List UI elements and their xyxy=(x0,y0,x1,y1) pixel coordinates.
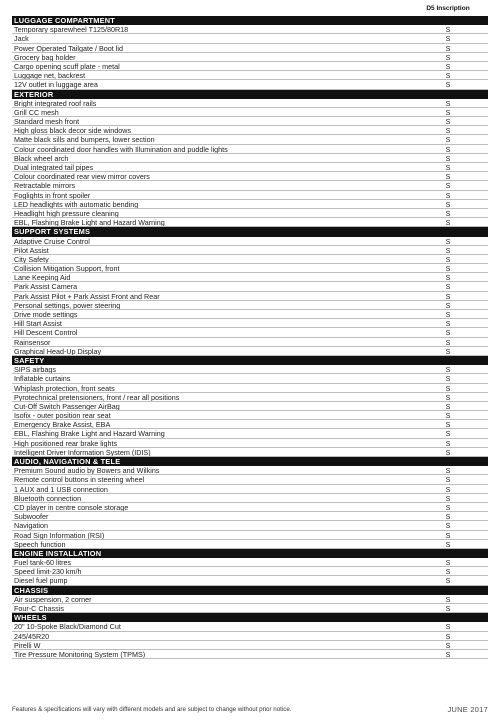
table-row xyxy=(12,622,488,631)
availability-value: S xyxy=(445,567,451,577)
table-row xyxy=(12,319,488,328)
availability-value: S xyxy=(445,649,451,659)
section-header: SAFETY xyxy=(12,356,488,365)
table-row xyxy=(12,466,488,475)
feature-label: Lane Keeping Aid xyxy=(14,273,71,282)
table-row xyxy=(12,475,488,484)
availability-value: S xyxy=(445,521,451,531)
availability-value: S xyxy=(445,558,451,568)
availability-value: S xyxy=(445,264,451,274)
availability-value: S xyxy=(445,273,451,283)
table-row xyxy=(12,292,488,301)
table-row xyxy=(12,135,488,144)
table-row xyxy=(12,494,488,503)
table-row xyxy=(12,512,488,521)
feature-label: High positioned rear brake lights xyxy=(14,438,118,447)
availability-value: S xyxy=(445,98,451,108)
table-row xyxy=(12,181,488,190)
table-row xyxy=(12,347,488,356)
feature-label: Grocery bag holder xyxy=(14,52,76,61)
feature-label: Dual integrated tail pipes xyxy=(14,163,94,172)
feature-label: Standard mesh front xyxy=(14,117,80,126)
table-row xyxy=(12,172,488,181)
availability-value: S xyxy=(445,254,451,264)
table-row xyxy=(12,604,488,613)
availability-value: S xyxy=(445,631,451,641)
availability-value: S xyxy=(445,245,451,255)
feature-label: Graphical Head-Up Display xyxy=(14,346,102,355)
feature-label: Premium Sound audio by Bowers and Wilkins xyxy=(14,466,160,475)
table-row xyxy=(12,237,488,246)
section-header: LUGGAGE COMPARTMENT xyxy=(12,16,488,25)
availability-value: S xyxy=(445,126,451,136)
availability-value: S xyxy=(445,181,451,191)
availability-value: S xyxy=(445,429,451,439)
column-header xyxy=(12,4,488,16)
feature-label: Grill CC mesh xyxy=(14,107,59,117)
table-row xyxy=(12,411,488,420)
table-row xyxy=(12,126,488,135)
feature-label: Matte black sills and bumpers, lower section xyxy=(14,135,155,144)
feature-label: Bright integrated roof rails xyxy=(14,98,97,107)
availability-value: S xyxy=(445,365,451,375)
availability-value: S xyxy=(445,466,451,476)
feature-label: Air suspension, 2 corner xyxy=(14,594,92,603)
feature-label: Hill Start Assist xyxy=(14,319,62,328)
table-row xyxy=(12,200,488,209)
availability-value: S xyxy=(445,300,451,310)
availability-value: S xyxy=(445,337,451,347)
availability-value: S xyxy=(445,43,451,53)
table-row xyxy=(12,558,488,567)
availability-value: S xyxy=(445,208,451,218)
model-column-label: D5 Inscription xyxy=(426,5,470,12)
feature-label: Cut-Off Switch Passenger AirBag xyxy=(14,401,120,411)
table-row xyxy=(12,209,488,218)
availability-value: S xyxy=(445,392,451,402)
availability-value: S xyxy=(445,346,451,356)
feature-label: Four-C Chassis xyxy=(14,604,64,613)
feature-label: Collision Mitigation Support, front xyxy=(14,264,120,273)
table-row xyxy=(12,632,488,641)
section-header: EXTERIOR xyxy=(12,90,488,99)
spec-table xyxy=(12,16,488,659)
table-row xyxy=(12,282,488,291)
table-row xyxy=(12,521,488,530)
table-row xyxy=(12,301,488,310)
table-row xyxy=(12,163,488,172)
table-row xyxy=(12,650,488,659)
availability-value: S xyxy=(445,640,451,650)
table-row xyxy=(12,255,488,264)
availability-value: S xyxy=(445,61,451,71)
publication-date: JUNE 2017 xyxy=(447,704,488,714)
availability-value: S xyxy=(445,25,451,35)
feature-label: Colour coordinated door handles with Illumination and puddle lights xyxy=(14,144,228,153)
table-row xyxy=(12,429,488,438)
table-row xyxy=(12,328,488,337)
availability-value: S xyxy=(445,539,451,549)
table-row xyxy=(12,310,488,319)
feature-label: Fuel tank-60 litres xyxy=(14,558,72,567)
feature-label: Bluetooth connection xyxy=(14,493,82,502)
feature-label: Intelligent Driver Information System (IDIS) xyxy=(14,447,151,456)
feature-label: Jack xyxy=(14,34,29,43)
table-row xyxy=(12,365,488,374)
table-row xyxy=(12,420,488,429)
feature-label: Black wheel arch xyxy=(14,153,69,162)
availability-value: S xyxy=(445,172,451,182)
availability-value: S xyxy=(445,107,451,117)
feature-label: EBL, Flashing Brake Light and Hazard Warning xyxy=(14,218,165,227)
feature-label: Speed limit-230 km/h xyxy=(14,567,82,576)
section-header: WHEELS xyxy=(12,613,488,622)
table-row xyxy=(12,191,488,200)
availability-value: S xyxy=(445,199,451,209)
feature-label: Tire Pressure Monitoring System (TPMS) xyxy=(14,649,146,659)
feature-label: 20" 10-Spoke Black/Diamond Cut xyxy=(14,622,121,631)
feature-label: Pirelli W xyxy=(14,640,41,649)
feature-label: Navigation xyxy=(14,521,48,530)
feature-label: Pilot Assist xyxy=(14,245,49,254)
availability-value: S xyxy=(445,117,451,127)
table-row xyxy=(12,264,488,273)
table-row xyxy=(12,71,488,80)
availability-value: S xyxy=(445,236,451,246)
feature-label: Colour coordinated rear view mirror covers xyxy=(14,172,150,181)
section-header: CHASSIS xyxy=(12,586,488,595)
availability-value: S xyxy=(445,512,451,522)
table-row xyxy=(12,393,488,402)
table-row xyxy=(12,80,488,89)
section-header: AUDIO, NAVIGATION & TELE xyxy=(12,457,488,466)
feature-label: Foglights in front spoiler xyxy=(14,190,91,199)
availability-value: S xyxy=(445,493,451,503)
table-row xyxy=(12,540,488,549)
availability-value: S xyxy=(445,484,451,494)
feature-label: 245/45R20 xyxy=(14,631,50,640)
table-row xyxy=(12,439,488,448)
section-header: SUPPORT SYSTEMS xyxy=(12,227,488,236)
availability-value: S xyxy=(445,475,451,485)
feature-label: High gloss black decor side windows xyxy=(14,126,132,135)
table-row xyxy=(12,44,488,53)
table-row xyxy=(12,34,488,43)
feature-label: Road Sign Information (RSI) xyxy=(14,530,105,539)
table-row xyxy=(12,531,488,540)
feature-label: Retractable mirrors xyxy=(14,181,76,190)
table-row xyxy=(12,108,488,117)
table-row xyxy=(12,402,488,411)
availability-value: S xyxy=(445,52,451,62)
table-row xyxy=(12,595,488,604)
availability-value: S xyxy=(445,438,451,448)
feature-label: Diesel fuel pump xyxy=(14,576,68,585)
feature-label: Isofix - outer position rear seat xyxy=(14,411,111,420)
table-row xyxy=(12,448,488,457)
feature-label: CD player in centre console storage xyxy=(14,502,129,512)
disclaimer-text: Features & specifications will vary with different models and are subject to change without prior notice. xyxy=(12,705,292,713)
availability-value: S xyxy=(445,34,451,44)
availability-value: S xyxy=(445,319,451,329)
availability-value: S xyxy=(445,328,451,338)
availability-value: S xyxy=(445,71,451,81)
table-row xyxy=(12,62,488,71)
feature-label: Adaptive Cruise Control xyxy=(14,236,90,245)
availability-value: S xyxy=(445,80,451,90)
availability-value: S xyxy=(445,604,451,613)
table-row xyxy=(12,53,488,62)
feature-label: Drive mode settings xyxy=(14,310,78,319)
availability-value: S xyxy=(445,447,451,457)
availability-value: S xyxy=(445,190,451,200)
feature-label: Speech function xyxy=(14,539,66,548)
table-row xyxy=(12,25,488,34)
footer xyxy=(12,703,488,715)
table-row xyxy=(12,99,488,108)
table-row xyxy=(12,641,488,650)
availability-value: S xyxy=(445,218,451,228)
table-row xyxy=(12,273,488,282)
feature-label: City Safety xyxy=(14,254,49,264)
availability-value: S xyxy=(445,576,451,586)
feature-label: Rainsensor xyxy=(14,337,51,346)
table-row xyxy=(12,145,488,154)
table-row xyxy=(12,374,488,383)
table-row xyxy=(12,117,488,126)
table-row xyxy=(12,503,488,512)
table-row xyxy=(12,338,488,347)
availability-value: S xyxy=(445,163,451,172)
availability-value: S xyxy=(445,374,451,384)
availability-value: S xyxy=(445,153,451,163)
table-row xyxy=(12,384,488,393)
table-row xyxy=(12,154,488,163)
feature-label: Hill Descent Control xyxy=(14,328,78,337)
availability-value: S xyxy=(445,310,451,319)
availability-value: S xyxy=(445,401,451,411)
feature-label: Park Assist Camera xyxy=(14,282,78,291)
feature-label: Whiplash protection, front seats xyxy=(14,383,115,392)
table-row xyxy=(12,567,488,576)
feature-label: Park Assist Pilot + Park Assist Front and Rear xyxy=(14,291,160,300)
feature-label: SIPS airbags xyxy=(14,365,56,374)
availability-value: S xyxy=(445,411,451,421)
table-row xyxy=(12,576,488,585)
feature-label: Remote control buttons in steering wheel xyxy=(14,475,145,484)
feature-label: Cargo opening scuff plate - metal xyxy=(14,61,120,71)
feature-label: Temporary sparewheel T125/80R18 xyxy=(14,25,129,34)
feature-label: Luggage net, backrest xyxy=(14,71,86,80)
availability-value: S xyxy=(445,135,451,145)
spec-sheet xyxy=(12,4,488,659)
availability-value: S xyxy=(445,420,451,430)
availability-value: S xyxy=(445,144,451,154)
table-row xyxy=(12,246,488,255)
feature-label: Emergency Brake Assist, EBA xyxy=(14,420,111,429)
feature-label: EBL, Flashing Brake Light and Hazard Warning xyxy=(14,429,165,438)
feature-label: 12V outlet in luggage area xyxy=(14,80,98,89)
feature-label: Headlight high pressure cleaning xyxy=(14,208,119,218)
availability-value: S xyxy=(445,383,451,393)
feature-label: Power Operated Tailgate / Boot lid xyxy=(14,43,123,52)
feature-label: Inflatable curtains xyxy=(14,374,71,383)
feature-label: LED headlights with automatic bending xyxy=(14,199,139,208)
table-row xyxy=(12,218,488,227)
availability-value: S xyxy=(445,622,451,632)
feature-label: Pyrotechnical pretensioners, front / rear all positions xyxy=(14,392,180,401)
availability-value: S xyxy=(445,530,451,540)
table-row xyxy=(12,485,488,494)
section-header: ENGINE INSTALLATION xyxy=(12,549,488,558)
availability-value: S xyxy=(445,282,451,292)
availability-value: S xyxy=(445,594,451,604)
feature-label: Personal settings, power steering xyxy=(14,300,121,309)
availability-value: S xyxy=(445,291,451,301)
availability-value: S xyxy=(445,502,451,512)
feature-label: Subwoofer xyxy=(14,512,49,521)
feature-label: 1 AUX and 1 USB connection xyxy=(14,484,108,493)
